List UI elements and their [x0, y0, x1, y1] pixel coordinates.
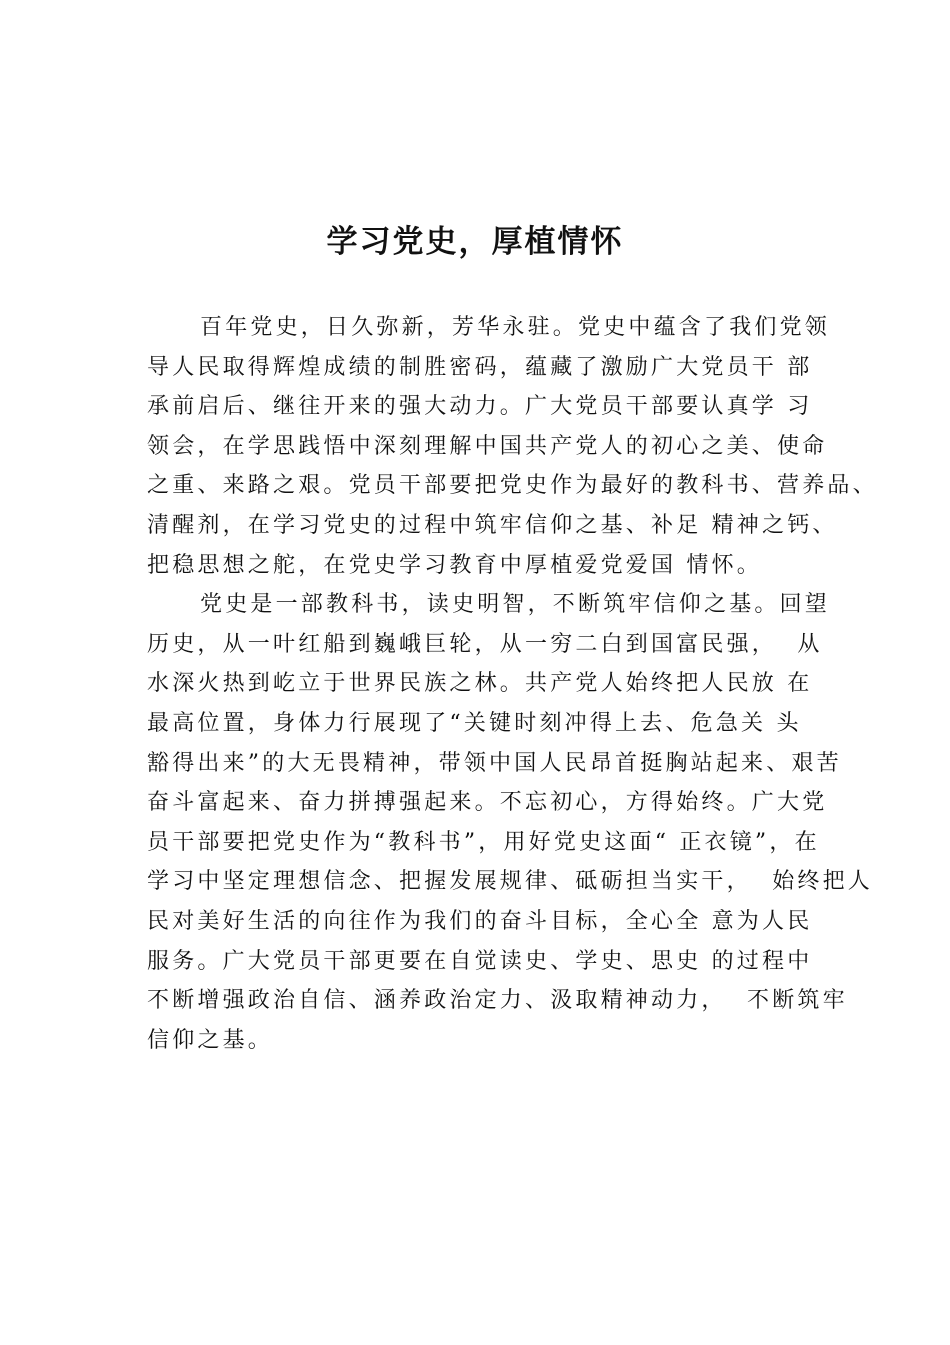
paragraph-line: 清醒剂，在学习党史的过程中筑牢信仰之基、补足 精神之钙、 — [147, 512, 838, 538]
paragraph-line: 把稳思想之舵，在党史学习教育中厚植爱党爱国 情怀。 — [147, 552, 762, 578]
paragraph-line: 学习中坚定理想信念、把握发展规律、砥砺担当实干， 始终把人 — [147, 869, 873, 895]
paragraph-line: 员干部要把党史作为“教科书”，用好党史这面“ 正衣镜”，在 — [147, 829, 820, 855]
paragraph-line: 党史是一部教科书，读史明智，不断筑牢信仰之基。回望 — [200, 592, 831, 618]
document-title: 学习党史，厚植情怀 — [326, 224, 624, 260]
paragraph-line: 服务。广大党员干部更要在自觉读史、学史、思史 的过程中 — [147, 948, 813, 974]
paragraph-line: 承前启后、继往开来的强大动力。广大党员干部要认真学 习 — [147, 394, 813, 420]
paragraph-line: 奋斗富起来、奋力拼搏强起来。不忘初心，方得始终。广大党 — [147, 790, 828, 816]
paragraph-line: 不断增强政治自信、涵养政治定力、汲取精神动力， 不断筑牢 — [147, 988, 848, 1014]
paragraph-line: 民对美好生活的向往作为我们的奋斗目标，全心全 意为人民 — [147, 908, 813, 934]
paragraph-line: 最高位置，身体力行展现了“关键时刻冲得上去、危急关 头 — [147, 710, 802, 736]
document-body — [147, 308, 878, 1060]
paragraph-line: 豁得出来”的大无畏精神，带领中国人民昂首挺胸站起来、艰苦 — [147, 750, 842, 776]
paragraph-line: 导人民取得辉煌成绩的制胜密码，蕴藏了激励广大党员干 部 — [147, 354, 813, 380]
paragraph-line: 之重、来路之艰。党员干部要把党史作为最好的教科书、营养品、 — [147, 473, 878, 499]
paragraph-line: 历史，从一叶红船到巍峨巨轮，从一穷二白到国富民强， 从 — [147, 631, 823, 657]
paragraph-line: 百年党史，日久弥新，芳华永驻。党史中蕴含了我们党领 — [200, 315, 831, 340]
paragraph-line: 领会，在学思践悟中深刻理解中国共产党人的初心之美、使命 — [147, 433, 828, 459]
paragraph-line: 信仰之基。 — [147, 1027, 274, 1053]
paragraph-line: 水深火热到屹立于世界民族之林。共产党人始终把人民放 在 — [147, 671, 813, 697]
